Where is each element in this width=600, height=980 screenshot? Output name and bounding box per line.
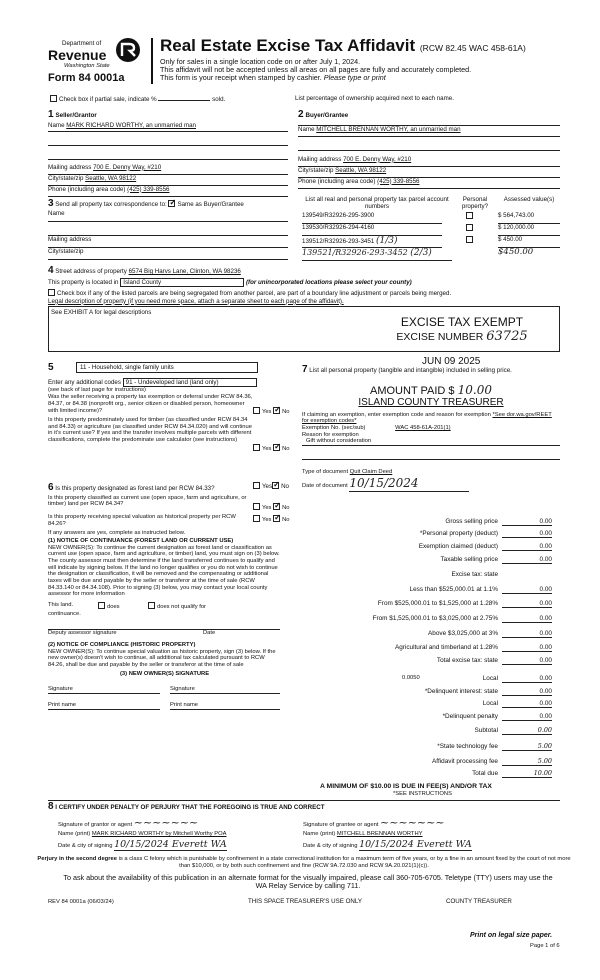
section-2-num: 2 — [298, 109, 304, 120]
fee-label: Affidavit processing fee — [432, 758, 498, 765]
forest-yes-checkbox[interactable] — [253, 482, 260, 489]
section-8-num: 8 — [48, 801, 54, 812]
seller-city-row — [48, 175, 288, 186]
fee-label: Local — [482, 675, 498, 682]
owner-print-1[interactable] — [48, 702, 160, 710]
excise-number-label: EXCISE NUMBER — [396, 330, 484, 343]
fee-row — [300, 657, 558, 669]
does-label: does — [107, 604, 120, 611]
deputy-date-label: Date — [203, 630, 216, 637]
buyer-phone-label: Phone (including area code) — [298, 177, 376, 185]
fee-value[interactable]: 10.00 — [502, 770, 552, 778]
this-land-label: This land. — [48, 602, 74, 609]
corr-address-label: Mailing address — [48, 235, 92, 243]
print-name-label: Print name — [48, 701, 77, 708]
section-7 — [302, 358, 560, 492]
fee-row — [300, 700, 558, 712]
use-code-select[interactable]: 11 - Household, single family units — [76, 362, 258, 373]
parcel-number[interactable]: 139512/R32926-293-3451 — [302, 238, 375, 246]
exemption-question: Was the seller receiving a property tax exemption or deferral under RCW 84.36, 84.37, or 84.38 (nonprofit org., senior citizen or disabled person, homeowner with limited income)? — [48, 394, 253, 414]
additional-codes-label: Enter any additional codes — [48, 378, 121, 386]
grantee-date-label: Date & city of signing — [303, 842, 358, 849]
fee-value[interactable]: 0.00 — [502, 713, 552, 721]
segregated-label: Check box if any of the listed parcels are being segregated from another parcel, are part of a boundary line adjustment or parcels being merged. — [57, 289, 452, 297]
fee-value[interactable]: 0.00 — [502, 700, 552, 708]
corr-name-row — [48, 210, 288, 222]
grantee-name[interactable]: MITCHELL BRENNAN WORTHY — [336, 831, 423, 838]
exempt-stamp — [362, 316, 562, 345]
street-address-label: Street address of property — [55, 268, 127, 275]
fee-label: *Personal property (deduct) — [419, 530, 498, 537]
partial-sale-pct[interactable] — [158, 100, 210, 101]
fee-label: Excise tax: state — [451, 571, 498, 578]
deputy-signature-label: Deputy assessor signature — [48, 630, 117, 637]
section-8 — [48, 800, 560, 851]
header-note-3 — [160, 74, 560, 82]
no-label: No — [282, 409, 290, 416]
section-3-num: 3 — [48, 198, 54, 209]
section-5-num: 5 — [48, 362, 54, 373]
perjury-text: is a class C felony which is punishable by confinement in a state correctional institution for a maximum term of five years, or by a fine in an amount fixed by the court of not more than $10,000, or by both such confinement and fine (RCW 9A.72.030 and RCW 9A.20.021(1)(c)). — [118, 856, 571, 869]
personal-property-checkbox[interactable] — [466, 212, 473, 219]
partial-sale-checkbox[interactable] — [50, 95, 57, 102]
parcel-row — [302, 212, 560, 224]
historic-question: Is this property receiving special valuation as historical property per RCW 84.26? — [48, 514, 236, 527]
alternate-format-note: To ask about the availability of this publication in an alternate format for the visually impaired, please call 360-705-6705. Teletype (TTY) users may use the WA Relay Service by calling 711. — [63, 873, 553, 891]
county-select[interactable]: Island County — [120, 278, 244, 287]
no-label: No — [282, 504, 290, 511]
fee-row — [300, 743, 558, 755]
partial-sale-label: Check box if partial sale, indicate % — [59, 96, 157, 103]
parcel-col-1: List all real and personal property tax parcel account numbers — [305, 196, 449, 211]
certify-text: I CERTIFY UNDER PENALTY OF PERJURY THAT THE FOREGOING IS TRUE AND CORRECT — [55, 804, 325, 811]
section-6 — [48, 482, 298, 710]
personal-property-checkbox[interactable] — [466, 236, 473, 243]
signature-label: Signature — [170, 686, 195, 693]
forest-no-checkbox[interactable] — [272, 482, 279, 489]
hand-parcel-number: 139521/R32926-293-3452 — [302, 248, 408, 258]
does-not-checkbox[interactable] — [148, 602, 155, 609]
perjury-note — [34, 856, 574, 869]
yes-label: Yes — [262, 409, 272, 416]
q1-no-checkbox[interactable] — [273, 407, 280, 414]
seller-name-row — [48, 122, 288, 132]
new-owner-heading: (3) NEW OWNER(S) SIGNATURE — [120, 670, 210, 677]
fee-value[interactable]: 5.00 — [502, 758, 552, 766]
segregated-checkbox[interactable] — [48, 289, 55, 296]
grantee-signature[interactable]: ~~~~~~~ — [380, 815, 445, 829]
compliance-text: NEW OWNER(S): To continue special valuation as historic property, sign (3) below. If the new owner(s) doesn't wish to continue, all additional tax calculated pursuant to RCW 84.26, shall be due and payable by the seller or transferor at the time of sale — [48, 648, 276, 668]
historic-no-checkbox[interactable] — [273, 515, 280, 522]
fee-label: Exemption claimed (deduct) — [418, 543, 498, 550]
signature-label: Signature — [48, 686, 73, 693]
section-6-num: 6 — [48, 482, 54, 493]
buyer-address-row — [298, 156, 560, 167]
if-yes-note: If any answers are yes, complete as instructed below. — [48, 530, 186, 537]
historic-yes-checkbox[interactable] — [253, 515, 260, 522]
fee-value[interactable]: 0.00 — [502, 518, 552, 526]
corr-city-row — [48, 248, 288, 260]
fee-row — [300, 770, 558, 782]
continuance-heading: (1) NOTICE OF CONTINUANCE (FOREST LAND OR CURRENT USE) — [48, 538, 234, 545]
amount-paid-label: AMOUNT PAID $ — [370, 384, 455, 397]
hand-parcel-note: (2/3) — [410, 248, 432, 259]
fee-row — [300, 675, 558, 687]
fee-row — [300, 630, 558, 642]
does-not-label: does not qualify for — [157, 604, 206, 611]
parcel-col-2: Personal property? — [461, 196, 489, 211]
continuance-text: NEW OWNER(S): To continue the current designation as forest land or classification as current use (open space, farm and agriculture, or timber) land, you must sign on (3) below. The county assessor must then determine if the land transferred continues to qualify and will indicate by signing below. If the land no longer qualifies or you do not wish to continue the designation or classification, it will be removed and the compensating or additional taxes will be due and payable by the seller or transferor at the time of sale (RCW 84.33.140 or 84.34.108). Prior to signing (3) below, you may contact your local county assessor for more information — [48, 544, 280, 598]
exemption-no-label: Exemption No. (sec/sub) — [302, 425, 366, 432]
forest-question: Is this property designated as forest land per RCW 84.33? — [55, 485, 215, 492]
seller-city[interactable]: Seattle, WA 98122 — [85, 174, 137, 182]
current-use-yes-checkbox[interactable] — [253, 503, 260, 510]
form-title — [160, 36, 560, 56]
parcel-col-3: Assessed value(s) — [503, 196, 555, 203]
buyer-address-label: Mailing address — [298, 155, 342, 163]
rcw-ref: (RCW 82.45 WAC 458-61A) — [419, 43, 526, 53]
fee-row — [300, 518, 558, 530]
fee-value[interactable]: 0.00 — [502, 630, 552, 638]
fee-value[interactable]: 0.00 — [502, 600, 552, 608]
correspondence-label: Send all property tax correspondence to: — [55, 201, 167, 208]
q2-yes-checkbox[interactable] — [253, 444, 260, 451]
yes-label: Yes — [262, 483, 273, 490]
grantor-date[interactable]: 10/15/2024 Everett WA — [114, 838, 227, 850]
seller-phone-label: Phone (including area code) — [48, 185, 126, 193]
fee-value[interactable]: 0.00 — [502, 586, 552, 594]
fee-label: Gross selling price — [445, 518, 498, 525]
buyer-name-line2 — [298, 137, 560, 151]
minimum-due-note: A MINIMUM OF $10.00 IS DUE IN FEE(S) AND/OR TAX — [320, 783, 492, 790]
q2-no-checkbox[interactable] — [273, 444, 280, 451]
timber-question: Is this property predominately used for timber (as classified under RCW 84.34 and 84.33) or agriculture (as classified under RCW 84.34.020) and will continue in it's current use? If yes and the transfer involves multiple parcels with different classifications, complete the predominate use calculator (see instructions) — [48, 416, 252, 443]
buyer-address[interactable]: 700 E. Denny Way, #210 — [343, 155, 412, 163]
fee-row — [300, 600, 558, 612]
grantor-name[interactable]: MARK RICHARD WORTHY by Mitchell Worthy POA — [91, 831, 227, 838]
seller-section — [48, 109, 288, 197]
buyer-heading: Buyer/Grantee — [305, 112, 349, 119]
buyer-name-row — [298, 126, 560, 137]
fee-label: Subtotal — [474, 727, 498, 734]
county-treasurer-label: COUNTY TREASURER — [446, 898, 512, 905]
yes-label: Yes — [262, 504, 272, 511]
excise-number: 63725 — [486, 328, 528, 344]
fee-row — [300, 615, 558, 627]
personal-property-checkbox[interactable] — [466, 224, 473, 231]
section-5 — [48, 362, 298, 453]
fee-label: Local — [482, 700, 498, 707]
legal-description-label: Legal description of property (if you need more space, attach a separate sheet to each page of the affidavit). — [48, 297, 344, 305]
owner-print-2[interactable] — [170, 702, 280, 710]
doc-date-label: Date of document — [302, 482, 348, 489]
doc-type-label: Type of document — [302, 469, 349, 476]
fee-value[interactable]: 0.00 — [502, 556, 552, 564]
fee-label: Taxable selling price — [440, 556, 498, 563]
seller-name-line3 — [48, 146, 288, 160]
no-label: No — [282, 445, 290, 452]
buyer-phone-row — [298, 178, 560, 189]
page-number: Page 1 of 6 — [530, 943, 560, 949]
received-date-stamp: JUN 09 2025 — [422, 356, 481, 367]
section-7-num: 7 — [302, 364, 308, 375]
seller-heading: Seller/Grantor — [55, 112, 97, 119]
grantor-name-label: Name (print) — [58, 831, 91, 838]
parcel-row — [302, 224, 560, 236]
q1-yes-checkbox[interactable] — [253, 407, 260, 414]
personal-property-label: List all personal property (tangible and intangible) included in selling price. — [309, 367, 512, 374]
header-title-block — [160, 36, 560, 82]
grantor-sig-label: Signature of grantor or agent — [58, 821, 133, 828]
state-name: Washington State — [64, 63, 110, 70]
assessed-value[interactable]: $ 564,743.00 — [498, 212, 560, 224]
parcel-hand-note: (1/3) — [375, 236, 398, 247]
note3-italic: Please type or print — [323, 73, 386, 83]
fee-label: *State technology fee — [437, 743, 498, 750]
no-label: No — [282, 517, 290, 524]
exempt-text: EXCISE TAX EXEMPT — [400, 315, 524, 329]
header-note-1: Only for sales in a single location code on or after July 1, 2024. — [160, 56, 361, 66]
header-divider — [151, 38, 153, 84]
fee-row — [300, 758, 558, 770]
note3-text: This form is your receipt when stamped by cashier. — [160, 73, 322, 83]
fee-value[interactable]: 0.00 — [502, 675, 552, 683]
fee-row — [300, 713, 558, 725]
same-as-buyer-label: Same as Buyer/Grantee — [177, 201, 244, 208]
title-text: Real Estate Excise Tax Affidavit — [160, 36, 416, 55]
fee-label: *Delinquent interest: state — [424, 688, 498, 695]
fee-row — [300, 688, 558, 700]
doc-date[interactable]: 10/15/2024 — [349, 477, 469, 492]
buyer-city-label: City/state/zip — [298, 166, 334, 174]
corr-name-label: Name — [48, 209, 65, 217]
current-use-no-checkbox[interactable] — [273, 503, 280, 510]
seller-address-label: Mailing address — [48, 163, 92, 171]
assessed-value[interactable]: $ 120,000.00 — [498, 224, 560, 236]
fee-row — [300, 727, 558, 739]
amount-paid: 10.00 — [457, 382, 492, 397]
exemption-link[interactable]: *See dor.wa.gov/REET for exemption codes* — [302, 411, 552, 425]
reason-line-2 — [302, 446, 560, 460]
seller-city-label: City/state/zip — [48, 174, 84, 182]
grantee-sig-label: Signature of grantee or agent — [303, 821, 379, 828]
reason-label: Reason for exemption — [302, 431, 359, 438]
buyer-name[interactable]: MITCHELL BRENNAN WORTHY, an unmarried man — [316, 125, 461, 133]
fee-value[interactable]: 0.00 — [502, 615, 552, 623]
same-as-buyer-checkbox[interactable] — [168, 200, 175, 207]
fee-value[interactable]: 0.00 — [502, 727, 552, 735]
fee-row — [300, 586, 558, 598]
seller-phone[interactable]: (425) 339-8556 — [127, 185, 170, 193]
buyer-city[interactable]: Seattle, WA 98122 — [335, 166, 387, 174]
seller-name-label: Name — [48, 121, 65, 129]
compliance-heading: (2) NOTICE OF COMPLIANCE (HISTORIC PROPERTY) — [48, 642, 196, 648]
fee-row — [300, 543, 558, 555]
fee-row — [300, 556, 558, 568]
fee-row — [300, 530, 558, 542]
see-back-note: (see back of last page for instructions) — [48, 386, 146, 393]
yes-label: Yes — [262, 445, 272, 452]
does-checkbox[interactable] — [98, 602, 105, 609]
dept-name: Revenue — [48, 47, 107, 64]
buyer-city-row — [298, 167, 560, 178]
treasurer-stamp: ISLAND COUNTY TREASURER — [358, 397, 504, 409]
section-3 — [48, 198, 288, 260]
fee-value[interactable]: 0.00 — [502, 688, 552, 696]
fee-row — [300, 571, 558, 583]
treasurer-use-label: THIS SPACE TREASURER'S USE ONLY — [248, 898, 362, 905]
county-note: (for unincorporated locations please select your county) — [245, 278, 412, 286]
fee-value[interactable]: 0.00 — [502, 543, 552, 551]
parcel-table — [302, 196, 560, 261]
street-address[interactable]: 6574 Big Harvs Lane, Clinton, WA 98236 — [128, 268, 241, 275]
fee-value[interactable]: 0.00 — [502, 644, 552, 652]
legal-description: See EXHIBIT A for legal descriptions — [51, 308, 152, 316]
dor-logo-icon — [114, 36, 142, 64]
fee-label: Total due — [472, 770, 498, 777]
grantor-date-label: Date & city of signing — [58, 842, 113, 849]
revision-label: REV 84 0001a (06/03/24) — [48, 899, 114, 905]
county-label: This property is located in — [48, 278, 119, 286]
perjury-bold: Perjury in the second degree — [37, 856, 117, 862]
reason-value[interactable]: Gift without consideration — [302, 438, 560, 446]
fee-label: From $525,000.01 to $1,525,000 at 1.28% — [377, 600, 498, 607]
current-use-question: Is this property classified as current use (open space, farm and agriculture, or timber) land per RCW 84.34? — [48, 494, 247, 508]
local-rate: 0.0050 — [402, 675, 420, 681]
corr-city-label: City/state/zip — [48, 247, 84, 255]
ownership-note: List percentage of ownership acquired next to each name. — [295, 95, 454, 102]
exemption-no[interactable]: WAC 458-61A-201(1) — [395, 425, 451, 432]
no-label: No — [281, 483, 290, 490]
fee-label: *Delinquent penalty — [442, 713, 498, 720]
grantee-date[interactable]: 10/15/2024 Everett WA — [359, 838, 472, 850]
fee-value[interactable]: 0.00 — [502, 657, 552, 665]
fee-value[interactable]: 5.00 — [502, 743, 552, 751]
grantee-name-label: Name (print) — [303, 831, 336, 838]
legal-paper-note: Print on legal size paper. — [470, 932, 553, 939]
seller-name[interactable]: MARK RICHARD WORTHY, an unmarried man — [66, 121, 196, 129]
buyer-section — [298, 109, 560, 189]
fee-value[interactable]: 0.00 — [502, 530, 552, 538]
partial-sale-row — [50, 95, 225, 103]
parcel-row-handwritten — [302, 248, 560, 261]
sold-label: sold. — [212, 96, 226, 103]
seller-name-line2 — [48, 132, 288, 146]
corr-address-row — [48, 236, 288, 248]
header-note-2: This affidavit will not be accepted unless all areas on all pages are fully and accurately completed. — [160, 64, 472, 74]
parcel-number[interactable]: 139530/R32926-294-4160 — [302, 224, 442, 236]
owner-signature-1[interactable] — [48, 686, 160, 694]
fee-label: Less than $525,000.01 at 1.1% — [409, 586, 498, 593]
buyer-name-label: Name — [298, 125, 315, 133]
parcel-number[interactable]: 139549/R32926-295-3900 — [302, 212, 442, 224]
grantor-signature[interactable]: ~~~~~~~ — [133, 815, 199, 829]
yes-label: Yes — [262, 517, 272, 524]
additional-code-select[interactable]: 91 - Undeveloped land (land only) — [123, 378, 257, 387]
continuance-label: continuance. — [48, 610, 81, 617]
fee-label: Above $3,025,000 at 3% — [428, 630, 498, 637]
seller-phone-row — [48, 186, 288, 197]
corr-line2 — [48, 222, 288, 236]
see-instructions: *SEE INSTRUCTIONS — [393, 791, 452, 797]
section-4-num: 4 — [48, 265, 54, 276]
assessed-value[interactable]: $ 450.00 — [498, 236, 560, 248]
seller-address-row — [48, 164, 288, 175]
hand-assessed-value: $450.00 — [498, 247, 534, 258]
owner-signature-2[interactable] — [170, 686, 280, 694]
fee-label: Agricultural and timberland at 1.28% — [394, 644, 498, 651]
exemption-text: If claiming an exemption, enter exemption code and reason for exemption — [302, 411, 491, 418]
doc-type[interactable]: Quit Claim Deed — [349, 469, 393, 476]
buyer-phone[interactable]: (425) 339-8556 — [377, 177, 420, 185]
parcel-header — [302, 196, 560, 210]
dept-of: Department of — [62, 40, 102, 47]
form-number: Form 84 0001a — [48, 71, 125, 84]
fee-label: Total excise tax: state — [436, 657, 498, 664]
section-1-num: 1 — [48, 109, 54, 120]
fee-label: From $1,525,000.01 to $3,025,000 at 2.75% — [372, 615, 498, 622]
seller-address[interactable]: 700 E. Denny Way, #210 — [93, 163, 162, 171]
print-name-label: Print name — [170, 701, 199, 708]
fee-row — [300, 644, 558, 656]
